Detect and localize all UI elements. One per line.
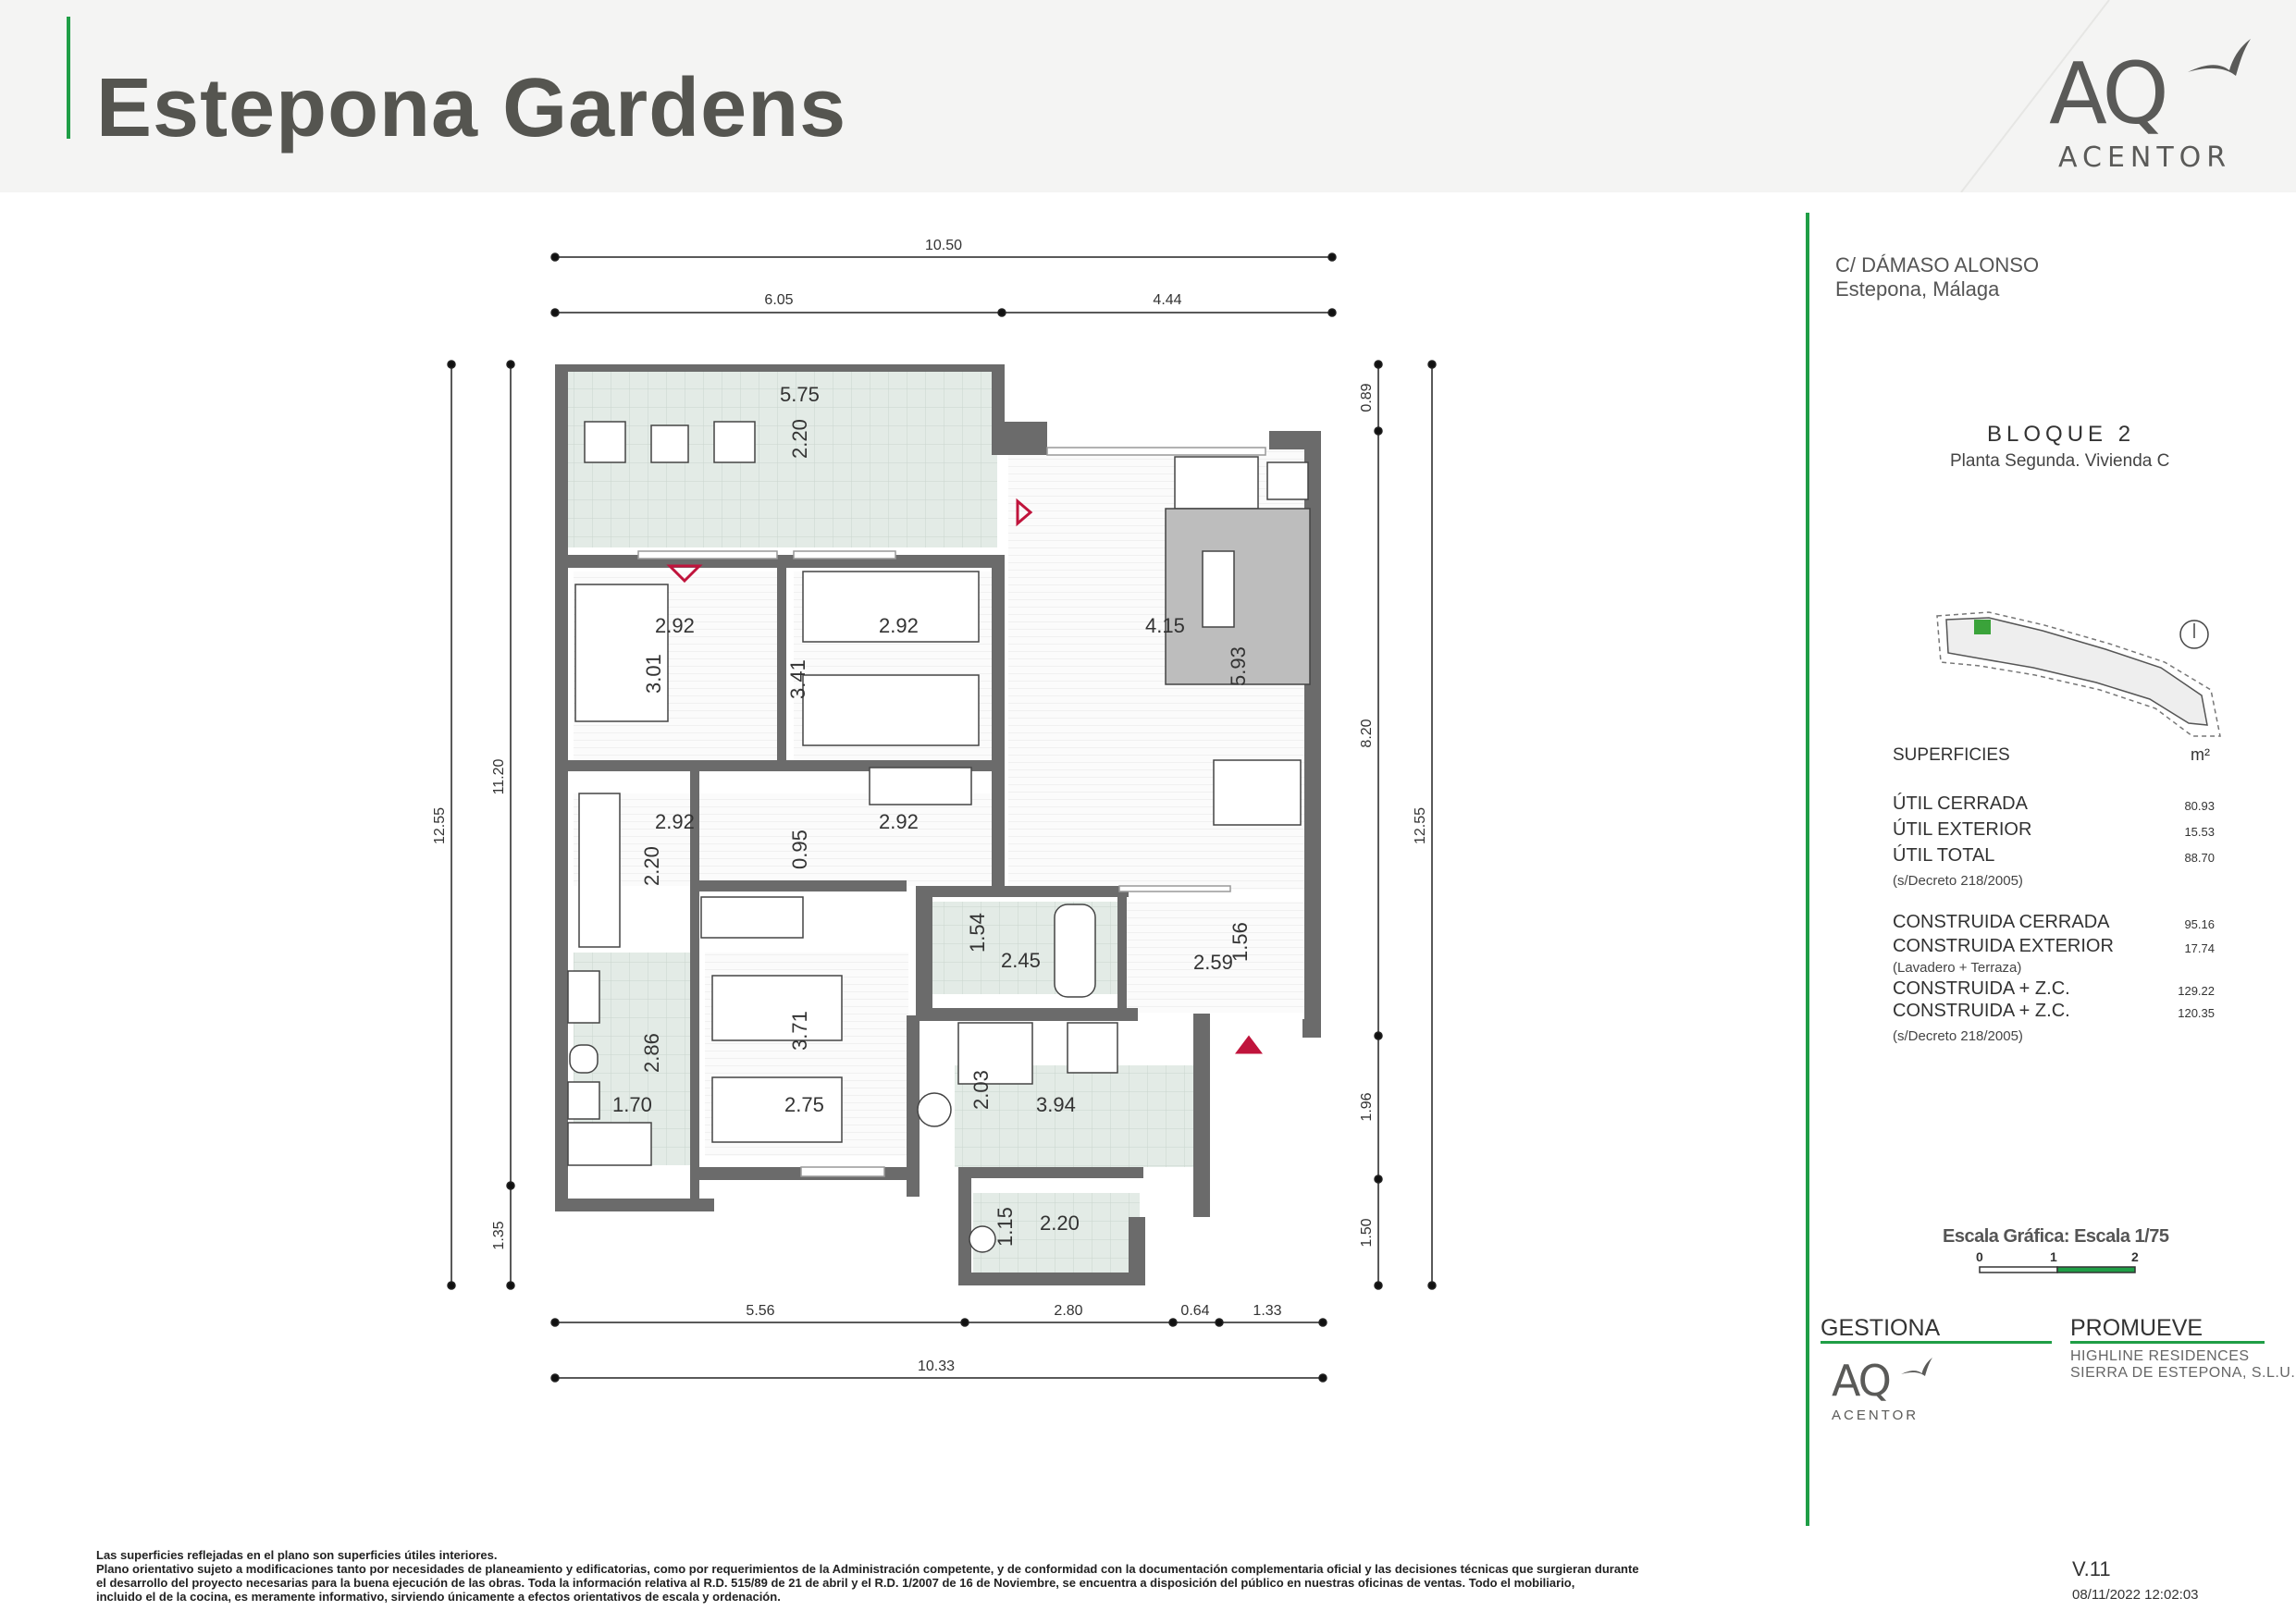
- gestiona-logo-word: ACENTOR: [1832, 1408, 1920, 1423]
- scale-tick-2: 2: [2131, 1250, 2139, 1264]
- logo-mark: AQ: [2049, 44, 2166, 143]
- footer-line1: Las superficies reflejadas en el plano son superficies útiles interiores.: [96, 1548, 498, 1562]
- room-bed1-width: 2.92: [655, 614, 695, 637]
- dim-top-total: 10.50: [924, 238, 963, 253]
- dim-right-2: 8.20: [1359, 719, 1375, 748]
- sup-value-construida-exterior: 17.74: [2184, 941, 2215, 955]
- footer-line4: incluido el de la cocina, es meramente informativo, sirviendo únicamente a efectos orientativos de escala y ordenación.: [96, 1590, 781, 1604]
- sup-value-util-cerrada: 80.93: [2184, 799, 2215, 813]
- sup-label-construida-zc-2: CONSTRUIDA + Z.C.: [1893, 1001, 2070, 1021]
- dim-left-inner: 11.20: [491, 758, 507, 795]
- room-bath1-depth: 2.86: [640, 1033, 663, 1073]
- room-hall-passage: 0.95: [788, 830, 811, 869]
- footer-line2: Plano orientativo sujeto a modificaciones tanto por necesidades de planeamiento y edificatorias, como por requerimientos de la Administración competente, y de conformidad con la documentación complementaria oficial y las decisiones técnicas que surgieran durante: [96, 1562, 1639, 1576]
- room-hall-width1: 2.92: [655, 810, 695, 833]
- bath2-floor: [932, 902, 1130, 994]
- header-accent-bar: [67, 17, 70, 139]
- dim-right-4: 1.50: [1359, 1218, 1375, 1248]
- address-city: Estepona, Málaga: [1835, 277, 2000, 301]
- footer-line3: el desarrollo del proyecto necesarias para la buena ejecución de las obras. Toda la información relativa al R.D. 515/89 de 21 de abril y el R.D. 1/2007 de 16 de Noviembre, se encuentra a disposición del público en nuestras oficinas de ventas. Todo el mobiliario,: [96, 1576, 1575, 1590]
- sup-label-util-total: ÚTIL TOTAL: [1893, 845, 1995, 866]
- dim-bottom-2: 2.80: [1054, 1303, 1083, 1319]
- room-bed3-width: 2.75: [784, 1093, 824, 1116]
- room-hall-width2: 2.92: [879, 810, 919, 833]
- dim-bottom-3: 0.64: [1180, 1303, 1210, 1319]
- dim-top-right: 4.44: [1153, 292, 1182, 308]
- version-label: V.11: [2072, 1557, 2111, 1580]
- dim-top-left: 6.05: [764, 292, 794, 308]
- page-header: [0, 0, 2296, 192]
- sup-value-util-exterior: 15.53: [2184, 825, 2215, 839]
- dim-bottom-total: 10.33: [917, 1359, 956, 1374]
- sup-note-decreto-2: (s/Decreto 218/2005): [1893, 1028, 2023, 1044]
- bird-icon: [2179, 35, 2253, 91]
- sup-label-construida-zc: CONSTRUIDA + Z.C.: [1893, 978, 2070, 999]
- dim-right-3: 1.96: [1359, 1092, 1375, 1122]
- dim-bottom-4: 1.33: [1253, 1303, 1282, 1319]
- room-entry-depth: 1.56: [1228, 922, 1252, 962]
- gestiona-logo: [1832, 1356, 1920, 1423]
- hall-floor: [574, 793, 999, 886]
- sup-value-construida-zc-2: 120.35: [2178, 1006, 2215, 1020]
- sup-label-construida-cerrada: CONSTRUIDA CERRADA: [1893, 912, 2110, 932]
- room-living-width: 4.15: [1145, 614, 1185, 637]
- logo-word: ACENTOR: [2058, 141, 2232, 174]
- sup-note-lavadero: (Lavadero + Terraza): [1893, 960, 2022, 976]
- room-laundry-width: 2.20: [1040, 1211, 1080, 1235]
- room-bath2-width: 2.45: [1001, 949, 1041, 972]
- dim-right-1: 0.89: [1359, 383, 1375, 412]
- promueve-line1: HIGHLINE RESIDENCES: [2070, 1348, 2250, 1364]
- scale-tick-1: 1: [2050, 1250, 2057, 1264]
- dim-right-total: 12.55: [1413, 806, 1428, 845]
- unit-bloque: BLOQUE 2: [1987, 422, 2136, 447]
- superficies-unit: m²: [2191, 745, 2210, 764]
- floor-plan: [407, 222, 1462, 1406]
- scale-bar: [1976, 1250, 2142, 1282]
- promueve-label: PROMUEVE: [2070, 1315, 2203, 1341]
- room-bath1-width: 1.70: [612, 1093, 652, 1116]
- room-bed3-depth: 3.71: [788, 1011, 811, 1051]
- address-street: C/ DÁMASO ALONSO: [1835, 253, 2040, 277]
- marker-entry: [1238, 1038, 1260, 1052]
- room-bed1-depth: 3.01: [642, 654, 665, 694]
- room-entry-width: 2.59: [1193, 951, 1233, 974]
- panel-divider: [1806, 213, 1809, 1526]
- header-diagonal: [1943, 0, 2128, 192]
- room-bed2-depth: 3.41: [786, 659, 809, 699]
- gestiona-underline: [1821, 1341, 2052, 1344]
- room-living-depth: 5.93: [1227, 646, 1250, 686]
- dim-left-bottom: 1.35: [491, 1221, 507, 1250]
- room-terrace-depth: 2.20: [788, 419, 811, 459]
- bird-icon-small: [1896, 1356, 1933, 1383]
- superficies-heading: SUPERFICIES: [1893, 745, 2010, 765]
- room-terrace-width: 5.75: [780, 383, 820, 406]
- room-hall-depth: 2.20: [640, 846, 663, 886]
- promueve-line2: SIERRA DE ESTEPONA, S.L.U.: [2070, 1365, 2296, 1381]
- sup-note-decreto-1: (s/Decreto 218/2005): [1893, 873, 2023, 889]
- sup-value-util-total: 88.70: [2184, 851, 2215, 865]
- room-kitchen-width: 3.94: [1036, 1093, 1076, 1116]
- scale-label: Escala Gráfica: Escala 1/75: [1943, 1226, 2169, 1247]
- gestiona-logo-mark: AQ: [1832, 1356, 1890, 1406]
- promueve-underline: [2070, 1341, 2265, 1344]
- room-bed2-width: 2.92: [879, 614, 919, 637]
- legal-footer: [96, 1548, 1743, 1604]
- room-kitchen-depth: 2.03: [969, 1070, 993, 1110]
- sup-value-construida-cerrada: 95.16: [2184, 917, 2215, 931]
- room-bath2-depth: 1.54: [966, 913, 989, 953]
- room-laundry-depth: 1.15: [994, 1207, 1017, 1247]
- sup-label-construida-exterior: CONSTRUIDA EXTERIOR: [1893, 936, 2114, 956]
- page-title: Estepona Gardens: [96, 62, 847, 154]
- scale-tick-0: 0: [1976, 1250, 1983, 1264]
- dim-left-total: 12.55: [432, 806, 448, 845]
- unit-highlight: [1974, 620, 1991, 634]
- site-key-map: [1933, 607, 2229, 745]
- dim-bottom-1: 5.56: [746, 1303, 775, 1319]
- version-date: 08/11/2022 12:02:03: [2072, 1587, 2199, 1603]
- gestiona-label: GESTIONA: [1821, 1315, 1941, 1341]
- sup-label-util-cerrada: ÚTIL CERRADA: [1893, 793, 2028, 814]
- sup-value-construida-zc: 129.22: [2178, 984, 2215, 998]
- sup-label-util-exterior: ÚTIL EXTERIOR: [1893, 819, 2032, 840]
- unit-planta: Planta Segunda. Vivienda C: [1950, 451, 2170, 471]
